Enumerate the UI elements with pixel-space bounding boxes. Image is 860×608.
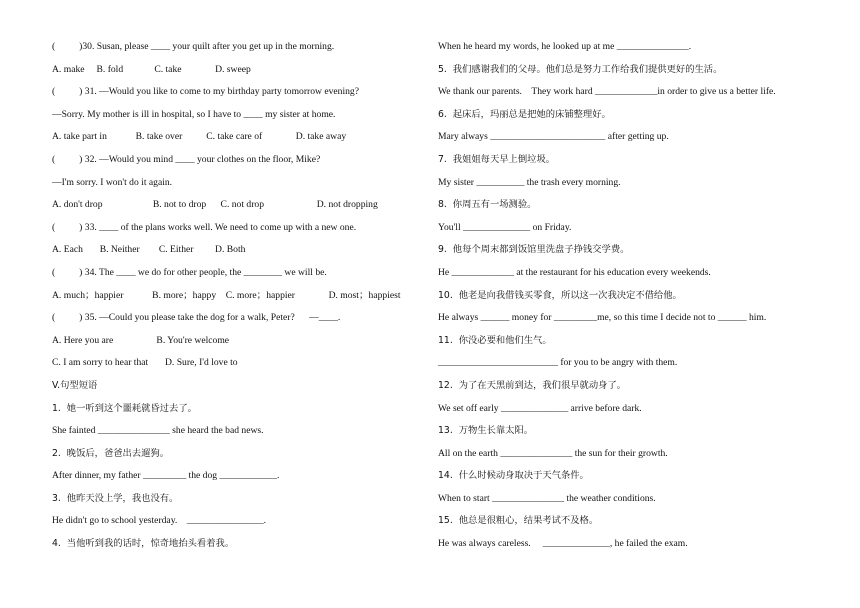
s5-english: We thank our parents. They work hard _____________in order to give us a better life. (438, 86, 776, 98)
s3-english: He didn't go to school yesterday. ________________. (52, 515, 267, 527)
s2-chinese: 2. 晚饭后，爸爸出去遛狗。 (52, 447, 170, 459)
s4-english: When he heard my words, he looked up at me _______________. (438, 41, 692, 52)
s11-chinese: 11. 你没必要和他们生气。 (438, 334, 552, 346)
q35-stem: ( ) 35. —Could you please take the dog for a walk, Peter? —____. (52, 312, 341, 324)
q34-options: A. much；happier B. more；happy C. more；happier D. most；happiest (52, 289, 401, 301)
q31-reply: —Sorry. My mother is ill in hospital, so I have to ____ my sister at home. (52, 108, 336, 120)
s1-english: She fainted _______________ she heard the bad news. (52, 425, 264, 437)
q33-options: A. Each B. Neither C. Either D. Both (52, 244, 246, 256)
right-column (438, 36, 848, 556)
q32-reply: —I'm sorry. I won't do it again. (52, 176, 173, 188)
s8-chinese: 8. 你周五有一场测验。 (438, 199, 537, 211)
left-column (52, 36, 432, 556)
s6-chinese: 6. 起床后，玛丽总是把她的床铺整理好。 (438, 108, 611, 120)
s13-english: All on the earth _______________ the sun for their growth. (438, 447, 668, 459)
s14-chinese: 14. 什么时候动身取决于天气条件。 (438, 470, 589, 482)
s15-chinese: 15. 他总是很粗心，结果考试不及格。 (438, 515, 599, 527)
q33-stem: ( ) 33. ____ of the plans works well. We need to come up with a new one. (52, 221, 357, 233)
s7-chinese: 7. 我姐姐每天早上倒垃圾。 (438, 153, 556, 165)
s15-english: He was always careless. ______________, he failed the exam. (438, 538, 688, 550)
q32-options: A. don't drop B. not to drop C. not drop D. not dropping (52, 199, 378, 211)
s4-chinese: 4. 当他听到我的话时，惊奇地抬头看着我。 (52, 538, 235, 550)
s13-chinese: 13. 万物生长靠太阳。 (438, 425, 534, 437)
q32-stem: ( ) 32. —Would you mind ____ your clothes on the floor, Mike? (52, 153, 321, 165)
q35-options-cd: C. I am sorry to hear that D. Sure, I'd love to (52, 357, 238, 369)
s1-chinese: 1. 她一听到这个噩耗就昏过去了。 (52, 402, 197, 414)
s8-english: You'll ______________ on Friday. (438, 221, 572, 233)
q35-options-ab: A. Here you are B. You're welcome (52, 334, 230, 346)
s6-english: Mary always ________________________ after getting up. (438, 131, 669, 143)
s10-english: He always ______ money for _________me, so this time I decide not to ______ him. (438, 312, 767, 324)
s3-chinese: 3. 他昨天没上学，我也没有。 (52, 492, 179, 504)
s12-chinese: 12. 为了在天黑前到达，我们很早就动身了。 (438, 379, 627, 391)
q30-options: A. make B. fold C. take D. sweep (52, 63, 251, 75)
s12-english: We set off early ______________ arrive before dark. (438, 402, 642, 414)
section-heading: V.句型短语 (52, 379, 98, 391)
s11-english: _________________________ for you to be angry with them. (438, 357, 678, 369)
s9-chinese: 9. 他每个周末都到饭馆里洗盘子挣钱交学费。 (438, 244, 630, 256)
q30-stem: ( )30. Susan, please ____ your quilt after you get up in the morning. (52, 41, 335, 52)
s14-english: When to start _______________ the weather conditions. (438, 492, 656, 504)
s5-chinese: 5. 我们感谢我们的父母。他们总是努力工作给我们提供更好的生活。 (438, 63, 723, 75)
s10-chinese: 10. 他老是向我借钱买零食，所以这一次我决定不借给他。 (438, 289, 682, 301)
s7-english: My sister __________ the trash every morning. (438, 176, 621, 188)
q31-stem: ( ) 31. —Would you like to come to my birthday party tomorrow evening? (52, 86, 359, 98)
q31-options: A. take part in B. take over C. take care of D. take away (52, 131, 347, 143)
s9-english: He _____________ at the restaurant for his education every weekends. (438, 266, 711, 278)
q34-stem: ( ) 34. The ____ we do for other people, the ________ we will be. (52, 266, 327, 278)
s2-english: After dinner, my father _________ the dog ____________. (52, 470, 280, 482)
